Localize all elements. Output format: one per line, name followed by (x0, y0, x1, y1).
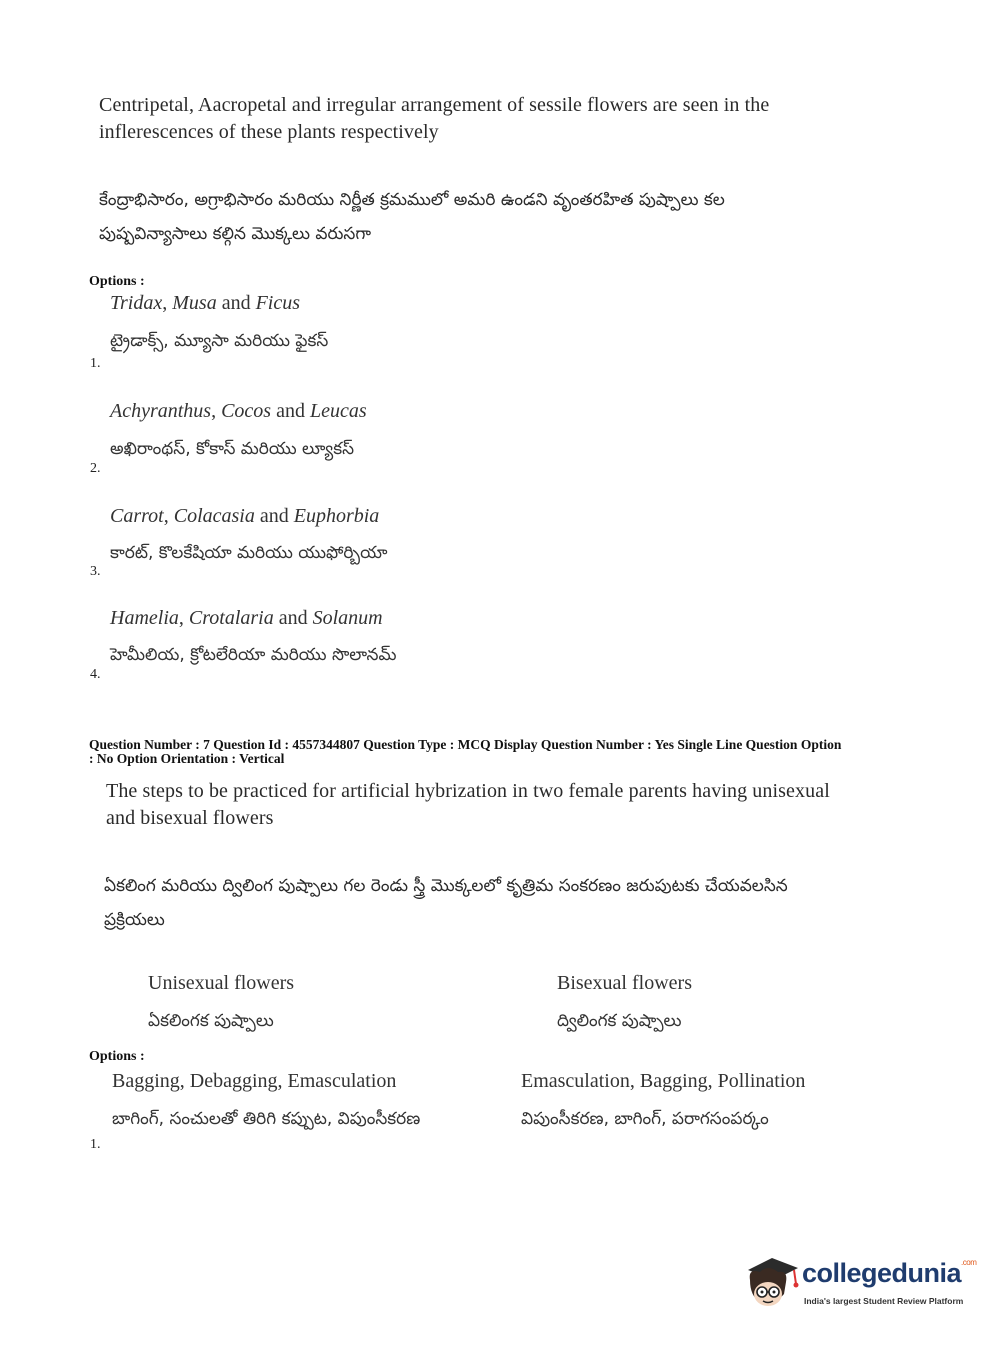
question-7-english-line-2: and bisexual flowers (106, 807, 274, 829)
question-7-meta-line-1: Question Number : 7 Question Id : 4557344807 Question Type : MCQ Display Question Number : Yes Single Line Question Option (89, 737, 842, 752)
q7-option-1-col1-english[interactable]: Bagging, Debagging, Emasculation (112, 1070, 397, 1092)
question-6-english-line-2: inflerescences of these plants respectively (99, 121, 439, 143)
options-label-q7: Options : (89, 1049, 145, 1064)
option-4-and: and (273, 607, 313, 629)
option-2-number: 2. (90, 461, 101, 476)
question-6-telugu (99, 183, 919, 251)
option-1-and: and (216, 292, 256, 314)
option-4-telugu: హెమీలియ, క్రోటలేరియా మరియు సొలానమ్ (110, 645, 397, 665)
option-3-telugu: కారట్, కొలకేషియా మరియు యుఫోర్బియా (110, 543, 388, 563)
option-3-name-a: Carrot (110, 505, 164, 527)
question-7-meta-line-2: : No Option Orientation : Vertical (89, 751, 285, 766)
option-2-telugu: అఖిరాంథస్, కోకాస్ మరియు ల్యూకస్ (110, 439, 355, 459)
option-2-english[interactable] (110, 400, 367, 423)
option-4-english[interactable] (110, 607, 383, 630)
option-1-number: 1. (90, 356, 101, 371)
option-4-sep: , (178, 607, 189, 629)
logo-name: collegedunia (802, 1258, 962, 1288)
option-1-telugu: ట్రైడాక్స్, మ్యూసా మరియు ఫైకస్ (110, 331, 329, 351)
option-4-name-a: Hamelia (110, 607, 179, 629)
option-4-name-c: Solanum (312, 607, 383, 629)
question-7-telugu (104, 869, 924, 937)
column-heading-bisexual: Bisexual flowers (557, 972, 692, 994)
option-4-name-b: Crotalaria (188, 607, 274, 629)
option-1-english[interactable] (110, 292, 300, 315)
option-1-sep: , (162, 292, 173, 314)
option-3-number: 3. (90, 564, 101, 579)
option-1-name-b: Musa (172, 292, 217, 314)
collegedunia-logo[interactable] (742, 1250, 977, 1316)
question-7-meta (89, 738, 919, 766)
question-6-english-line-1: Centripetal, Aacropetal and irregular arrangement of sessile flowers are seen in the (99, 94, 770, 116)
question-7-text (106, 778, 906, 832)
options-label: Options : (89, 274, 145, 289)
option-2-name-a: Achyranthus (110, 400, 212, 422)
column-heading-bisexual-telugu: ద్విలింగక పుష్పాలు (557, 1011, 682, 1031)
option-2-name-c: Leucas (309, 400, 367, 422)
option-1-name-a: Tridax (110, 292, 163, 314)
question-7-telugu-line-1: ఏకలింగ మరియు ద్విలింగ పుష్పాలు గల రెండు స్త్రీ మొక్కలలో కృత్రిమ సంకరణం జరుపుటకు చేయవలసిన (104, 876, 788, 896)
q7-option-1-number: 1. (90, 1137, 101, 1152)
q7-option-1-col2-telugu: విపుంసీకరణ, బాగింగ్, పరాగసంపర్కం (521, 1109, 769, 1129)
option-3-sep: , (163, 505, 174, 527)
option-2-name-b: Cocos (221, 400, 272, 422)
logo-wordmark (802, 1258, 976, 1289)
question-6-telugu-line-2: పుష్పవిన్యాసాలు కల్గిన మొక్కలు వరుసగా (99, 224, 371, 244)
question-6-text (99, 92, 899, 146)
logo-tagline: India's largest Student Review Platform (804, 1296, 964, 1306)
option-3-name-c: Euphorbia (293, 505, 380, 527)
column-heading-unisexual-telugu: ఏకలింగక పుష్పాలు (148, 1011, 274, 1031)
q7-option-1-col2-english[interactable]: Emasculation, Bagging, Pollination (521, 1070, 806, 1092)
q7-option-1-col1-telugu: బాగింగ్, సంచులతో తిరిగి కప్పుట, విపుంసీకరణ (112, 1109, 421, 1129)
option-4-number: 4. (90, 667, 101, 682)
option-1-name-c: Ficus (255, 292, 301, 314)
option-2-sep: , (211, 400, 222, 422)
option-3-and: and (254, 505, 294, 527)
logo-suffix: .com (961, 1258, 977, 1267)
student-mascot-icon (742, 1250, 800, 1312)
option-3-english[interactable] (110, 505, 379, 528)
option-3-name-b: Colacasia (173, 505, 255, 527)
column-heading-unisexual: Unisexual flowers (148, 972, 295, 994)
question-7-telugu-line-2: ప్రక్రియలు (104, 910, 165, 930)
question-6-telugu-line-1: కేంద్రాభిసారం, అగ్రాభిసారం మరియు నిర్ణీత క్రమములో అమరి ఉండని వృంతరహిత పుష్పాలు కల (99, 190, 725, 210)
question-7-english-line-1: The steps to be practiced for artificial hybrization in two female parents having unisexual (106, 780, 830, 802)
option-2-and: and (271, 400, 310, 422)
